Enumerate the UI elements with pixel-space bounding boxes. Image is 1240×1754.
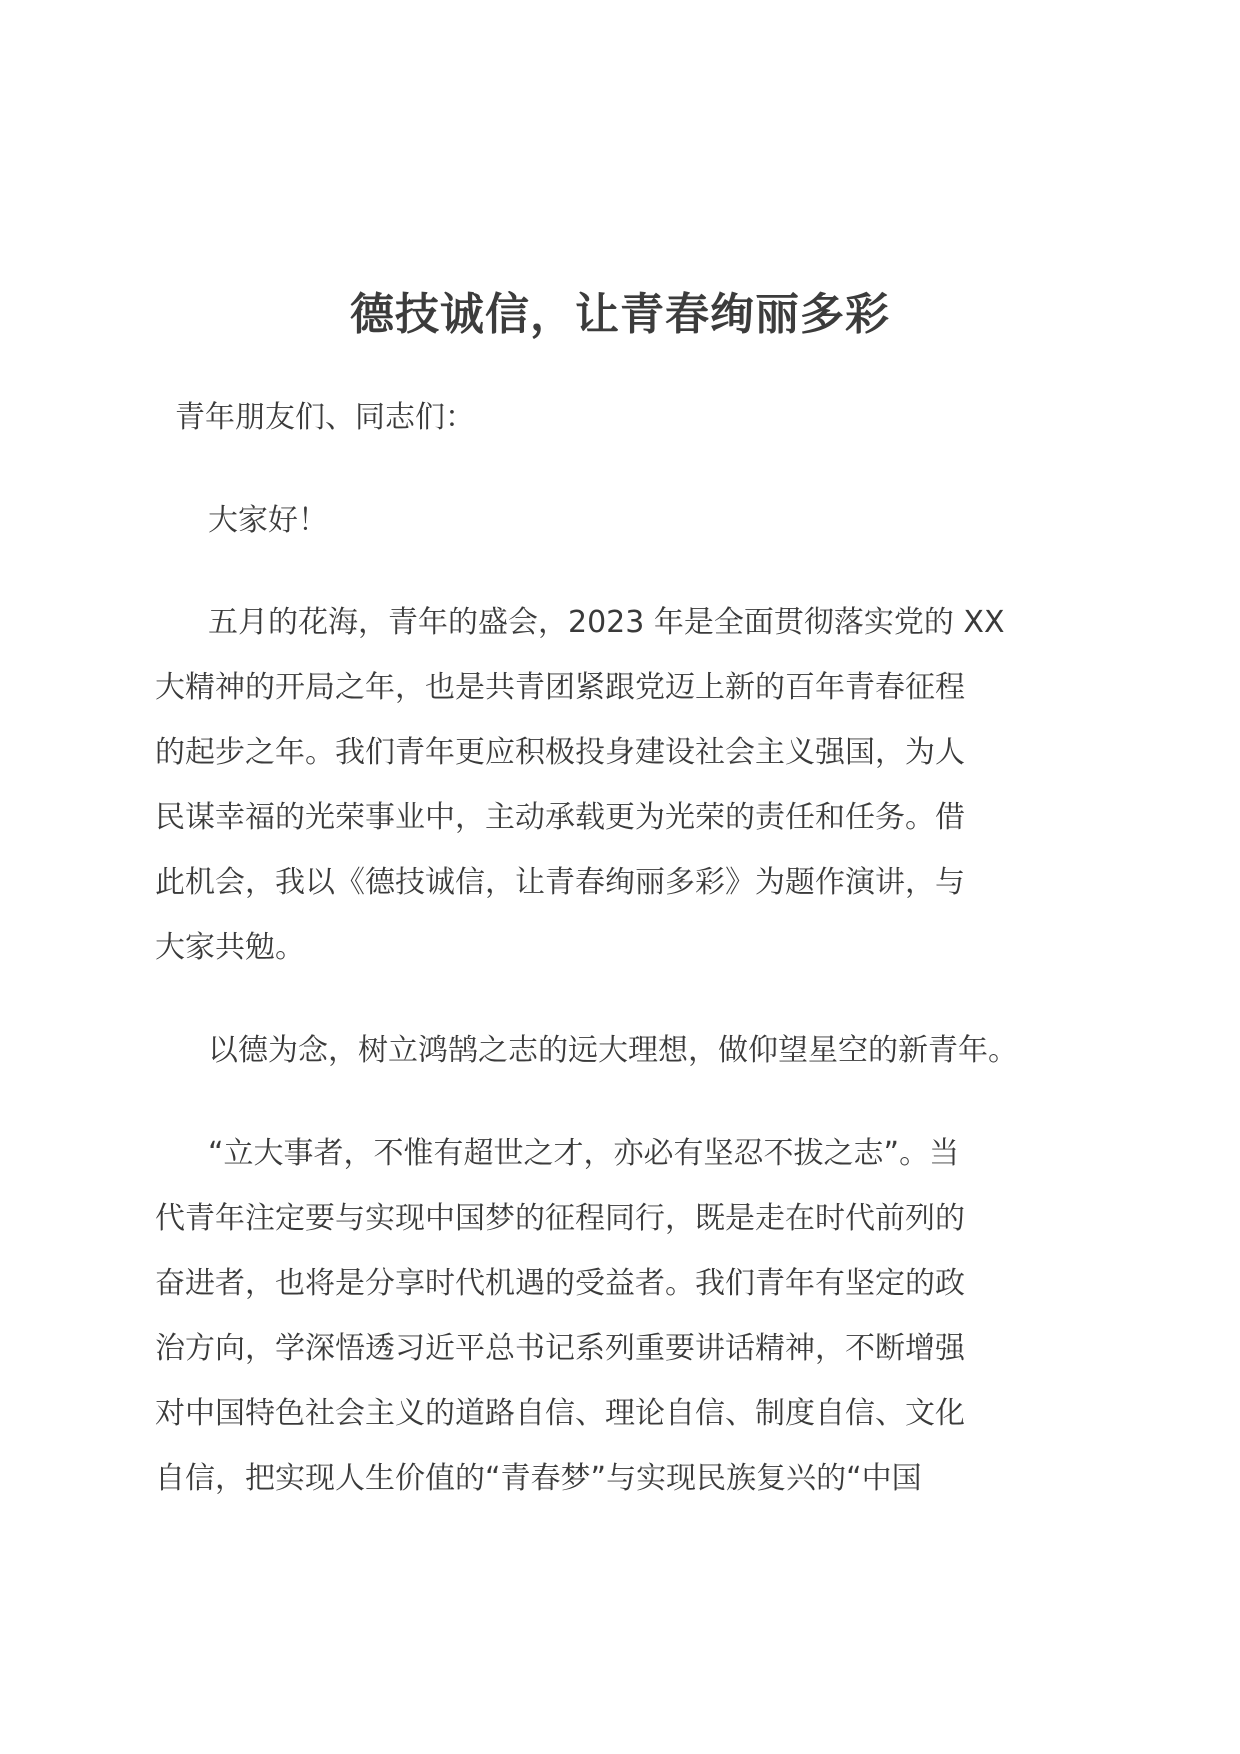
paragraph-3-line: “立大事者，不惟有超世之才，亦必有坚忍不拔之志”。当 bbox=[208, 1136, 960, 1171]
paragraph-1-line: 的起步之年。我们青年更应积极投身建设社会主义强国，为人 bbox=[155, 735, 965, 770]
paragraph-1-line: 五月的花海，青年的盛会，2023 年是全面贯彻落实党的 XX bbox=[208, 605, 1005, 640]
paragraph-1-line: 大家共勉。 bbox=[155, 930, 305, 965]
greeting: 大家好！ bbox=[208, 503, 328, 538]
paragraph-3-line: 治方向，学深悟透习近平总书记系列重要讲话精神，不断增强 bbox=[155, 1331, 965, 1366]
document-title: 德技诚信，让青春绚丽多彩 bbox=[350, 289, 890, 340]
paragraph-1-line: 此机会，我以《德技诚信，让青春绚丽多彩》为题作演讲，与 bbox=[155, 865, 965, 900]
paragraph-2-line: 以德为念，树立鸿鹄之志的远大理想，做仰望星空的新青年。 bbox=[208, 1033, 1018, 1068]
paragraph-1-line: 民谋幸福的光荣事业中，主动承载更为光荣的责任和任务。借 bbox=[155, 800, 965, 835]
paragraph-3-line: 代青年注定要与实现中国梦的征程同行，既是走在时代前列的 bbox=[155, 1201, 965, 1236]
paragraph-3-line: 奋进者，也将是分享时代机遇的受益者。我们青年有坚定的政 bbox=[155, 1266, 965, 1301]
paragraph-3-line: 自信，把实现人生价值的“青春梦”与实现民族复兴的“中国 bbox=[155, 1461, 922, 1496]
paragraph-3-line: 对中国特色社会主义的道路自信、理论自信、制度自信、文化 bbox=[155, 1396, 965, 1431]
paragraph-1-line: 大精神的开局之年，也是共青团紧跟党迈上新的百年青春征程 bbox=[155, 670, 965, 705]
salutation: 青年朋友们、同志们： bbox=[175, 400, 475, 435]
